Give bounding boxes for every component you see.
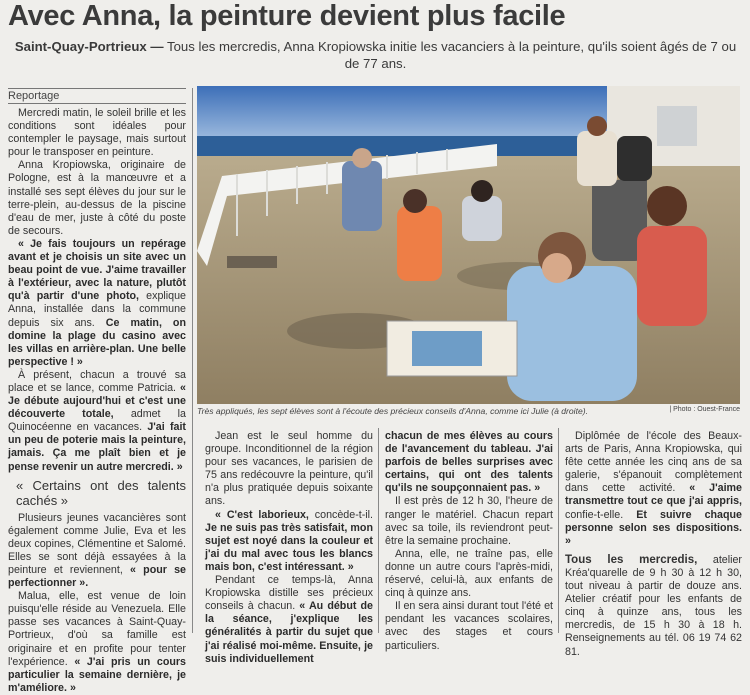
article-column-4: [565, 430, 742, 659]
quote: « C'est laborieux,: [215, 508, 309, 521]
quote: Et suivre chaque personne selon ses dispositions. »: [565, 508, 742, 547]
paragraph: Anna Kropiowska, originaire de Pologne, est à la manœuvre et a installé ses sept élèves du jour sur le terre-plein, au-dessus de la piscine d'eau de mer, juste à côté du poste de secours.: [8, 159, 186, 237]
quote: « Je fais toujours un repérage avant et je choisis un site avec un beau point de vue. J'aime travailler à l'extérieur, avec la nature, plutôt qu'à partir d'une photo,: [8, 237, 186, 303]
paragraph-text: Diplômée de l'école des Beaux-arts de Paris, Anna Kropiowska, qui fête cette année les cinq ans de sa galerie, s'épanouit complètement dans cette activité.: [565, 430, 742, 495]
paragraph-text: Pendant ce temps-là, Anna Kropiowska distille ses précieux conseils à chacun.: [205, 574, 373, 613]
quote-paragraph: [565, 430, 742, 548]
column-divider: [192, 88, 193, 633]
practical-info: [565, 554, 742, 659]
paragraph: Jean est le seul homme du groupe. Inconditionnel de la région pour ses vacances, le parisien de 75 ans redécouvre la peinture, qu'il n'a plus pratiquée depuis soixante ans.: [205, 430, 373, 508]
quote-paragraph: [8, 369, 186, 474]
paragraph-text: Malua, elle, est venue de loin puisqu'elle réside au Venezuela. Elle passe ses vacances à Saint-Quay-Portrieux, d'où sa famille est originaire et en profite pour tenter l'expérience.: [8, 590, 186, 668]
quote: « J'aime transmettre tout ce que j'ai appris,: [565, 482, 742, 508]
painting-class-photo: [197, 86, 740, 404]
quote: chacun de mes élèves au cours de l'avancement du tableau. J'ai parfois de belles surprises avec certains, qui ont des talents qu'ils ne soupçonnaient pas. »: [385, 430, 553, 495]
quote: Je ne suis pas très satisfait, mon sujet est noyé dans la couleur et j'ai du mal avec tous les blancs mais bon, c'est intéressant. »: [205, 521, 373, 573]
subheading: « Certains ont des talents cachés »: [16, 477, 186, 508]
column-divider: [558, 428, 559, 633]
quote: « J'ai pris un cours particulier la semaine dernière, je m'améliore. »: [8, 655, 186, 694]
attribution: confie-t-elle.: [565, 508, 624, 521]
headline: Avec Anna, la peinture devient plus facile: [8, 0, 566, 32]
standfirst: [8, 39, 743, 72]
paragraph-text: Plusieurs jeunes vacancières sont également comme Julie, Eva et les deux copines, Clémentine et Salomé. Elles se sont déjà essayées à la peinture et reviennent,: [8, 511, 186, 576]
article-column-3: [385, 430, 553, 653]
quote-paragraph: [8, 590, 186, 695]
paragraph: Mercredi matin, le soleil brille et les conditions sont idéales pour contempler le paysage, mais surtout pour le transposer en peinture.: [8, 107, 186, 159]
paragraph: Anna, elle, ne traîne pas, elle donne un autre cours l'après-midi, réservé, celui-là, aux enfants de cinq à quinze ans.: [385, 547, 553, 600]
attribution: explique Anna, installée dans la commune depuis six ans.: [8, 290, 186, 329]
standfirst-text: Tous les mercredis, Anna Kropiowska initie les vacanciers à la peinture, qu'ils soient âgés de 7 ou de 77 ans.: [163, 39, 737, 71]
article-column-2: [205, 430, 373, 666]
photo-caption: [197, 406, 740, 416]
section-label: Reportage: [8, 88, 186, 104]
practical-info-lead: Tous les mercredis,: [565, 553, 698, 566]
standfirst-place: Saint-Quay-Portrieux —: [14, 39, 164, 54]
attribution: admet la Quinocéenne en vacances.: [8, 408, 186, 434]
quote: J'ai fait un peu de poterie mais la peinture, jamais. Ça me plaît bien et je pense revenir un autre mercredi. »: [8, 421, 186, 473]
article-column-1: [8, 107, 186, 695]
quote: Ce matin, on domine la plage du casino avec les villas en arrière-plan. Une belle perspective ! »: [8, 316, 186, 368]
photo-credit: | Photo : Ouest-France: [669, 406, 740, 413]
quote-paragraph: [205, 509, 373, 574]
quote: « pour se perfectionner ».: [8, 564, 187, 590]
quote-paragraph: [8, 512, 186, 591]
article-photo: [197, 86, 740, 404]
caption-text: Très appliqués, les sept élèves sont à l'écoute des précieux conseils d'Anna, comme ici Julie (à droite).: [197, 406, 588, 416]
paragraph: Il en sera ainsi durant tout l'été et pendant les vacances scolaires, avec des stages et cours particuliers.: [385, 600, 553, 652]
quote-paragraph: [8, 238, 186, 369]
quote: « Je débute aujourd'hui et c'est une découverte totale,: [8, 381, 186, 421]
quote-paragraph: [385, 430, 553, 495]
quote: « Au début de la séance, j'explique les généralités à partir du sujet que j'ai réalisé moi-même. Ensuite, je suis individuellement: [205, 600, 373, 665]
practical-info-text: atelier Kréa'quarelle de 9 h 30 à 12 h 30, tout niveau à partir de douze ans. Atelier créatif pour les enfants de cinq à quinze ans, tous les mercredis, de 15 h 30 à 18 h. Renseignements au tél. 06 19 74 62 81.: [565, 553, 742, 658]
paragraph: Il est près de 12 h 30, l'heure de ranger le matériel. Chacun repart avec sa toile, ils reviendront peut-être la semaine prochaine.: [385, 495, 553, 547]
attribution: concède-t-il.: [308, 508, 373, 521]
column-divider: [378, 428, 379, 633]
paragraph-text: À présent, chacun a trouvé sa place et se lance, comme Patricia.: [8, 368, 186, 394]
quote-paragraph: [205, 574, 373, 666]
